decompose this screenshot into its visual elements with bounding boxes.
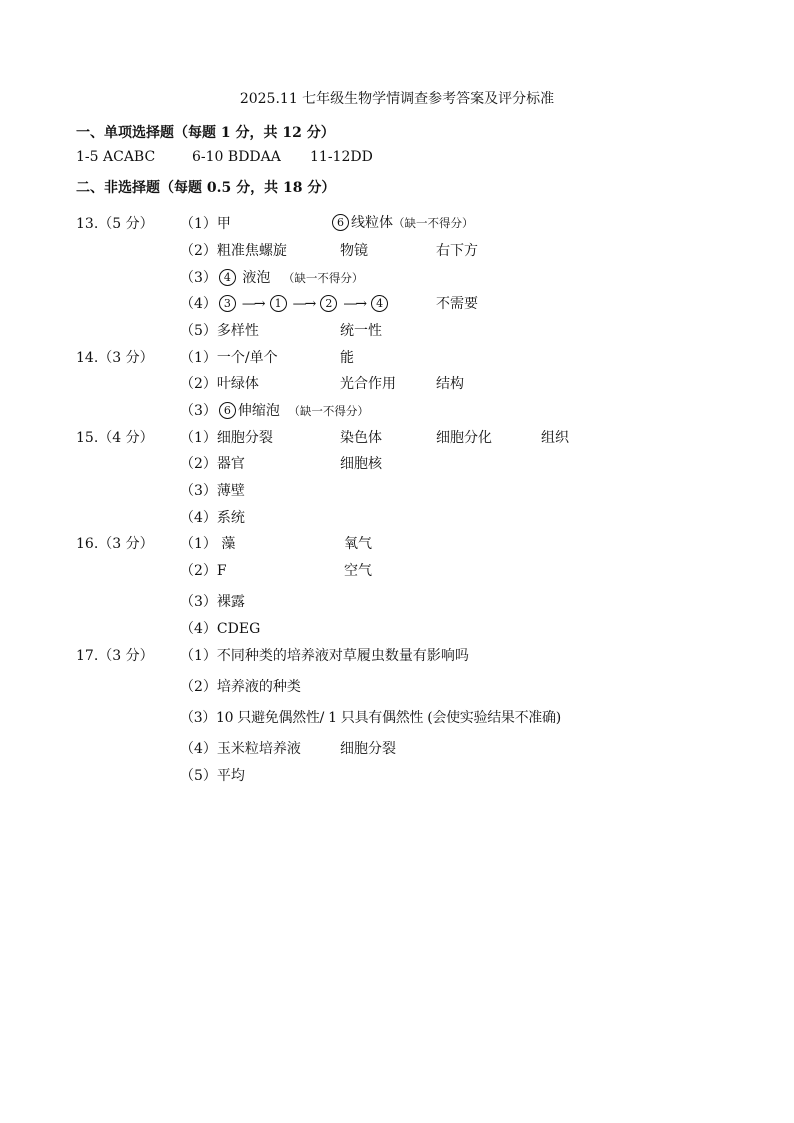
q14-1-answer-b: 能 <box>340 350 354 366</box>
q13-2-answer: （2）粗准焦螺旋 <box>180 243 287 259</box>
section1-heading: 一、单项选择题（每题 1 分，共 12 分） <box>76 125 335 141</box>
q14-3-note: （缺一不得分） <box>288 404 369 418</box>
q13-3-prefix: （3） <box>180 270 217 286</box>
q17-2-answer: （2）培养液的种类 <box>180 679 301 695</box>
q15-1-answer-d: 组织 <box>541 430 569 446</box>
circled-number: 3 <box>219 295 236 312</box>
q16-4-answer: （4）CDEG <box>180 621 261 637</box>
q13-3-answer <box>180 267 363 287</box>
circled-number: 1 <box>270 295 287 312</box>
q13-1-note: （缺一不得分） <box>393 216 474 230</box>
circled-number: 4 <box>219 269 236 286</box>
q14-3-structure-name: 伸缩泡 <box>237 403 280 419</box>
q16-2-answer-b: 空气 <box>344 563 372 579</box>
mc-answers-11-12: 11-12DD <box>310 149 373 165</box>
q13-label: 13.（5 分） <box>76 216 154 232</box>
q15-1-answer-c: 细胞分化 <box>436 430 492 446</box>
q17-4-answer: （4）玉米粒培养液 <box>180 741 301 757</box>
q13-1-structure-name: 线粒体 <box>351 215 393 231</box>
q17-1-answer: （1）不同种类的培养液对草履虫数量有影响吗 <box>180 648 469 664</box>
arrow-icon: —→ <box>343 296 366 312</box>
mc-answers-6-10: 6-10 BDDAA <box>192 149 281 165</box>
q16-label: 16.（3 分） <box>76 536 154 552</box>
q13-1-answer: （1）甲 <box>180 216 231 232</box>
q13-3-note: （缺一不得分） <box>282 271 364 285</box>
q13-2-answer-b: 物镜 <box>340 243 368 259</box>
q13-3-structure-name: 液泡 <box>242 270 271 286</box>
q14-label: 14.（3 分） <box>76 350 154 366</box>
arrow-icon: —→ <box>292 296 315 312</box>
q15-1-answer-b: 染色体 <box>340 430 382 446</box>
circled-number: 6 <box>332 214 349 231</box>
arrow-icon: —→ <box>241 296 264 312</box>
q13-2-answer-c: 右下方 <box>436 243 478 259</box>
q15-2-answer-b: 细胞核 <box>340 456 382 472</box>
q17-5-answer: （5）平均 <box>180 768 245 784</box>
q14-2-answer-c: 结构 <box>436 376 464 392</box>
q14-2-answer: （2）叶绿体 <box>180 376 259 392</box>
q13-4-answer <box>180 293 390 313</box>
q13-1-structure <box>330 212 474 232</box>
q17-label: 17.（3 分） <box>76 648 154 664</box>
q13-4-answer-c: 不需要 <box>436 296 478 312</box>
q13-5-answer-b: 统一性 <box>340 323 382 339</box>
circled-number: 6 <box>219 402 236 419</box>
q15-1-answer: （1）细胞分裂 <box>180 430 273 446</box>
q15-3-answer: （3）薄壁 <box>180 483 245 499</box>
q17-4-answer-b: 细胞分裂 <box>340 741 396 757</box>
q17-3-answer: （3）10 只避免偶然性/ 1 只具有偶然性 (会使实验结果不准确) <box>180 710 561 726</box>
q13-5-answer: （5）多样性 <box>180 323 259 339</box>
mc-answers-1-5: 1-5 ACABC <box>76 149 156 165</box>
q14-1-answer: （1）一个/单个 <box>180 350 278 366</box>
q15-2-answer: （2）器官 <box>180 456 245 472</box>
page-title: 2025.11 七年级生物学情调查参考答案及评分标准 <box>239 91 555 107</box>
circled-number: 2 <box>320 295 337 312</box>
q14-2-answer-b: 光合作用 <box>340 376 396 392</box>
q16-2-answer: （2）F <box>180 563 227 579</box>
q13-4-prefix: （4） <box>180 296 217 312</box>
section2-heading: 二、非选择题（每题 0.5 分，共 18 分） <box>76 180 336 196</box>
q16-1-answer-b: 氧气 <box>344 536 372 552</box>
circled-number: 4 <box>371 295 388 312</box>
q15-label: 15.（4 分） <box>76 430 154 446</box>
q16-1-answer: （1） 藻 <box>180 536 236 552</box>
q14-3-prefix: （3） <box>180 403 217 419</box>
q16-3-answer: （3）裸露 <box>180 594 245 610</box>
q14-3-answer <box>180 400 369 420</box>
q15-4-answer: （4）系统 <box>180 510 245 526</box>
